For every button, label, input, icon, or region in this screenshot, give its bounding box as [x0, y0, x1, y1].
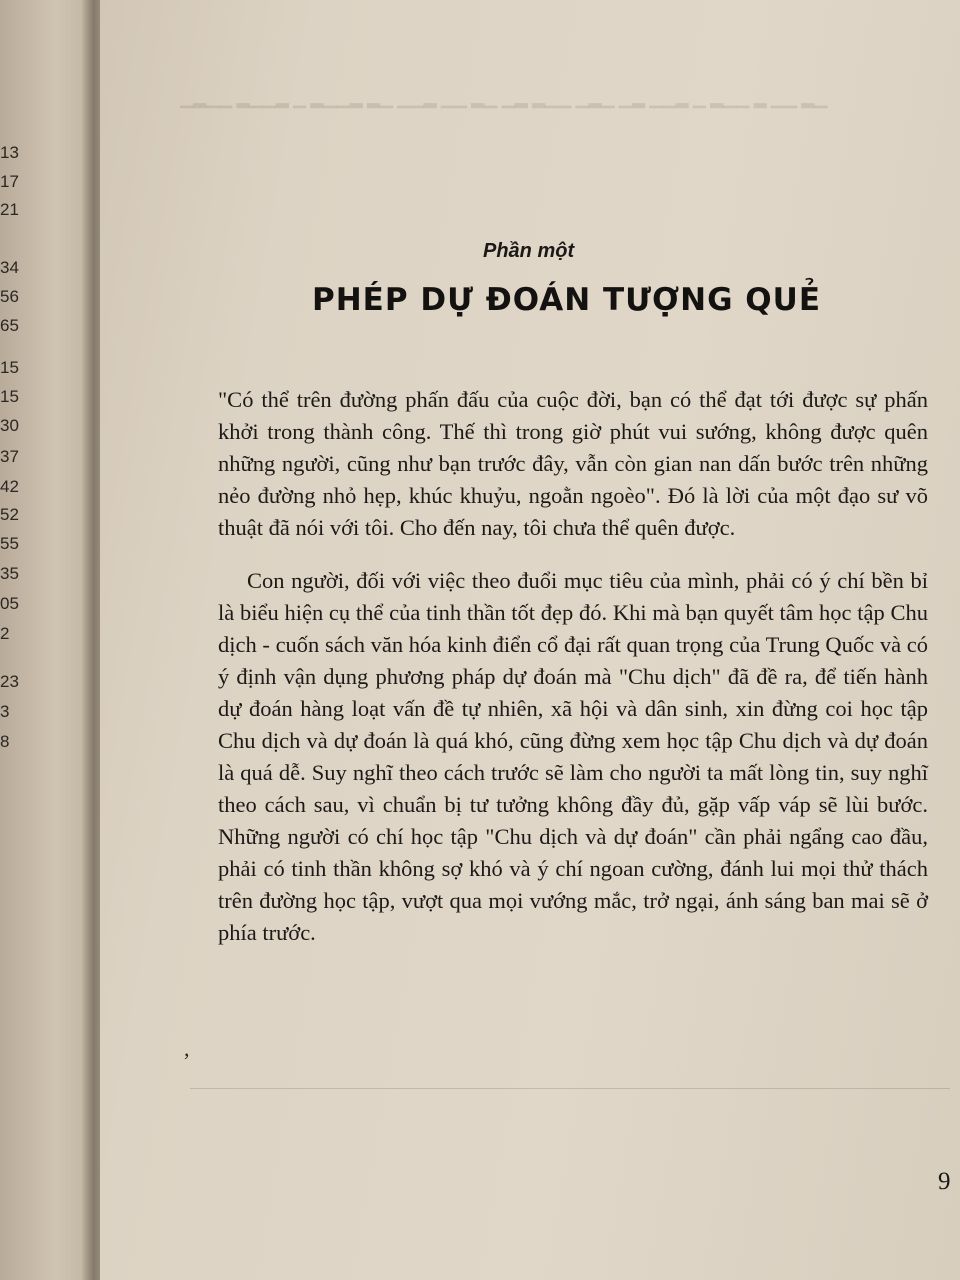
toc-page-number: 15 [0, 387, 19, 406]
toc-page-number: 23 [0, 672, 19, 691]
footnote-rule [190, 1088, 950, 1089]
toc-page-number: 30 [0, 416, 19, 435]
stray-mark: , [184, 1036, 190, 1061]
toc-page-number: 21 [0, 200, 19, 219]
toc-page-number: 05 [0, 594, 19, 613]
part-label: Phần một [483, 240, 575, 262]
bleed-through-text: ▁▂ ▁▁ ▂ ▁▁▂ ▁ ▂▁▁ ▂▁ ▁▂▁ ▁▁▂ ▂▁ ▁▂ ▁▁ ▂▁▁ ▁▂ ▂▁▁▂ ▁ ▂▁▁▂ ▁▁▂▁ [180, 89, 828, 108]
toc-page-number: 13 [0, 143, 19, 162]
toc-page-number: 8 [0, 732, 10, 751]
toc-page-number: 65 [0, 316, 19, 335]
book-page [100, 0, 960, 1280]
toc-page-number: 35 [0, 564, 19, 583]
toc-page-number: 52 [0, 505, 19, 524]
body-text [218, 384, 928, 949]
toc-page-number: 56 [0, 287, 19, 306]
page-number: 9 [938, 1168, 951, 1195]
toc-page-number: 34 [0, 258, 19, 277]
paragraph: "Có thể trên đường phấn đấu của cuộc đời, bạn có thể đạt tới được sự phấn khởi trong thành công. Thế thì trong giờ phút vui sướng, không được quên những người, cũng như bạn trước đây, vẫn còn gian nan dấn bước trên những nẻo đường nhỏ hẹp, khúc khuỷu, ngoằn ngoèo". Đó là lời của một đạo sư võ thuật đã nói với tôi. Cho đến nay, tôi chưa thể quên được. [218, 387, 928, 540]
part-title: PHÉP DỰ ĐOÁN TƯỢNG QUẺ [312, 282, 822, 318]
toc-page-number: 15 [0, 358, 19, 377]
toc-page-number: 3 [0, 702, 10, 721]
toc-page-number: 42 [0, 477, 19, 496]
paragraph: Con người, đối với việc theo đuổi mục tiêu của mình, phải có ý chí bền bỉ là biểu hiện cụ thể của tinh thần tốt đẹp đó. Khi mà bạn quyết tâm học tập Chu dịch - cuốn sách văn hóa kinh điển cổ đại rất quan trọng của Trung Quốc và có ý định vận dụng phương pháp dự đoán mà "Chu dịch" đã đề ra, để tiến hành dự đoán hàng loạt vấn đề tự nhiên, xã hội và dân sinh, xin đừng coi học tập Chu dịch và dự đoán là quá khó, cũng đừng xem học tập Chu dịch và dự đoán là quá dễ. Suy nghĩ theo cách trước sẽ làm cho người ta mất lòng tin, suy nghĩ theo cách sau, vì chuẩn bị tư tưởng không đầy đủ, gặp vấp váp sẽ lùi bước. Những người có chí học tập "Chu dịch và dự đoán" cần phải ngẩng cao đầu, phải có tinh thần không sợ khó và ý chí ngoan cường, đánh lui mọi thử thách trên đường học tập, vượt qua mọi vướng mắc, trở ngại, ánh sáng ban mai sẽ ở phía trước. [218, 568, 928, 945]
toc-page-number: 37 [0, 447, 19, 466]
toc-page-number: 55 [0, 534, 19, 553]
toc-page-number: 2 [0, 624, 10, 643]
toc-page-number: 17 [0, 172, 19, 191]
